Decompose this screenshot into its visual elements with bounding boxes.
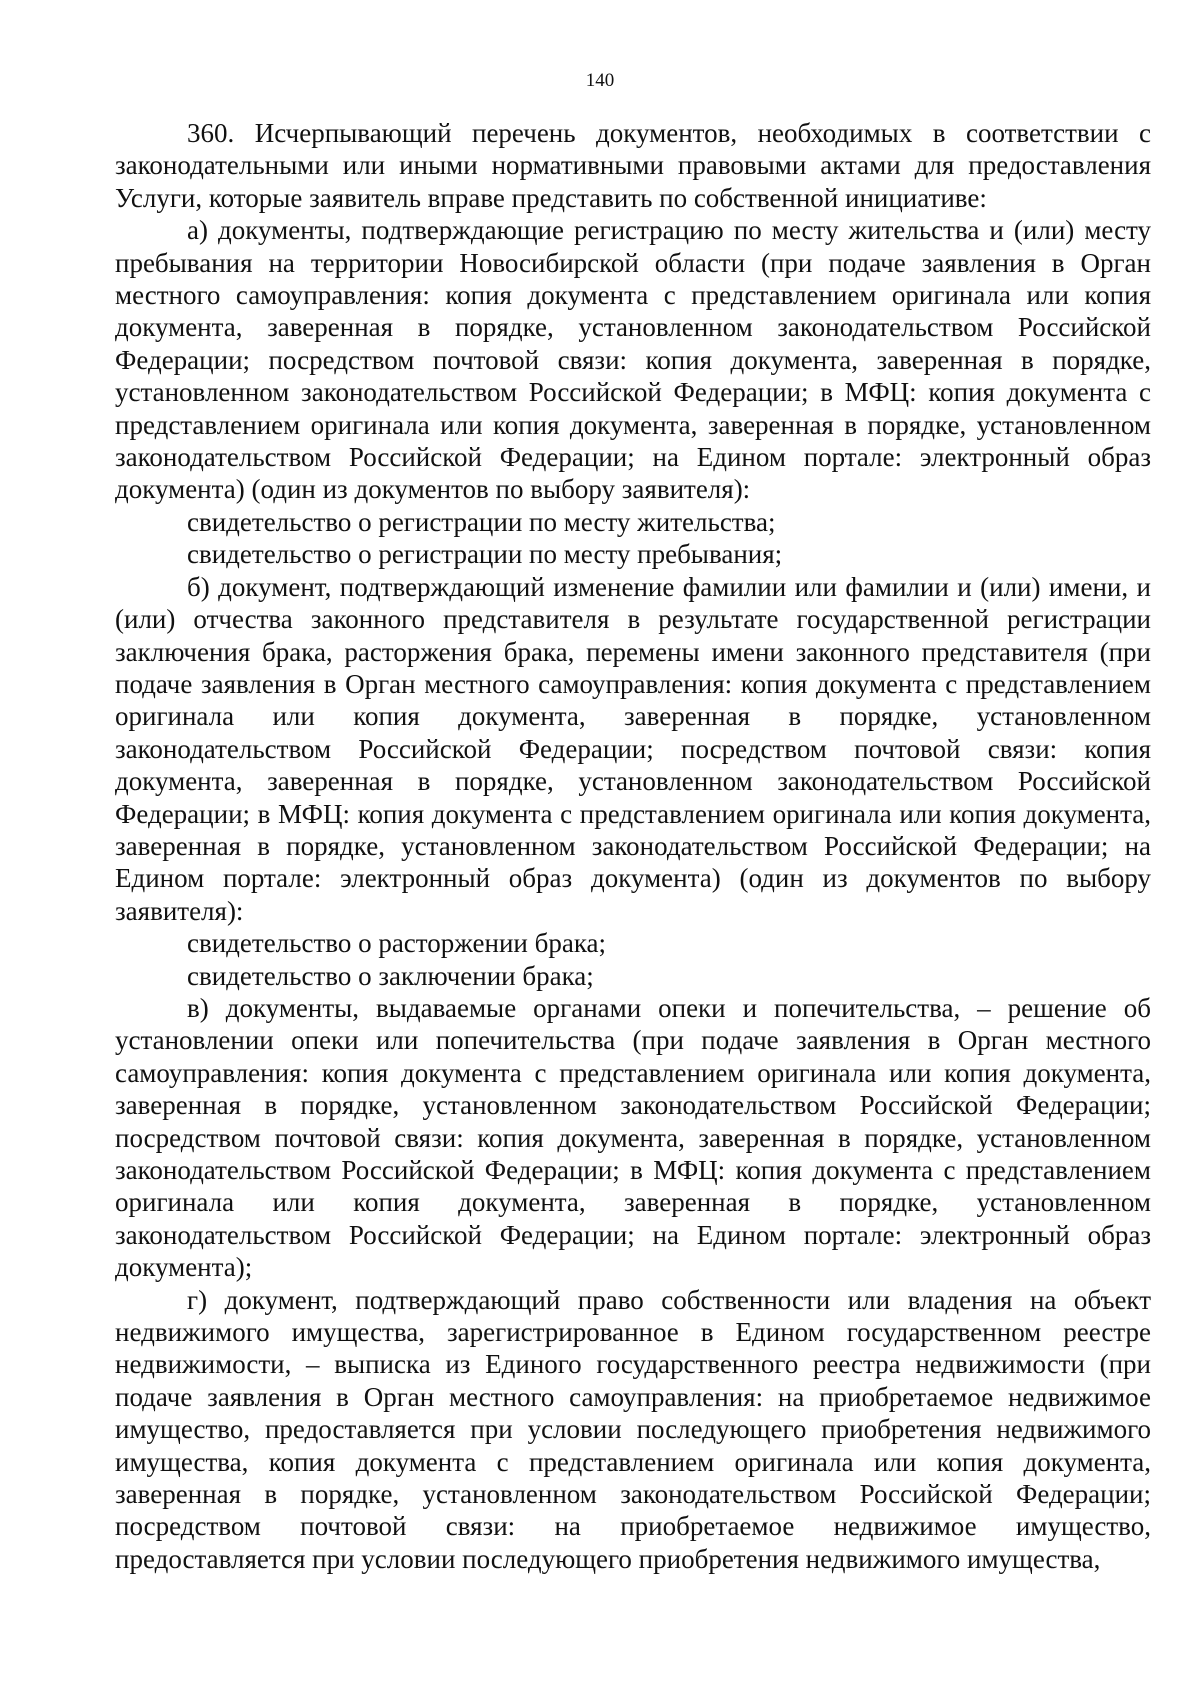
- paragraph-subitem-b: б) документ, подтверждающий изменение фамилии или фамилии и (или) имени, и (или) отчества законного представителя в результате государственной регистрации заключения брака, расторжения брака, перемены имени законного представителя (при подаче заявления в Орган местного самоуправления: копия документа с представлением оригинала или копия документа, заверенная в порядке, установленном законодательством Российской Федерации; посредством почтовой связи: копия документа, заверенная в порядке, установленном законодательством Российской Федерации; в МФЦ: копия документа с представлением оригинала или копия документа, заверенная в порядке, установленном законодательством Российской Федерации; на Едином портале: электронный образ документа) (один из документов по выбору заявителя):: [115, 571, 1151, 926]
- paragraph-list-entry: свидетельство о расторжении брака;: [187, 928, 607, 959]
- paragraph-list-entry: свидетельство о заключении брака;: [187, 960, 594, 991]
- paragraph-list-entry: свидетельство о регистрации по месту пребывания;: [187, 539, 783, 570]
- page-number: 140: [585, 70, 615, 91]
- document-body: [115, 117, 1151, 1575]
- paragraph-list-entry: свидетельство о регистрации по месту жительства;: [187, 506, 776, 537]
- paragraph-item-360: 360. Исчерпывающий перечень документов, необходимых в соответствии с законодательными или иными нормативными правовыми актами для предоставления Услуги, которые заявитель вправе представить по собственной инициативе:: [115, 118, 1151, 213]
- paragraph-subitem-a: а) документы, подтверждающие регистрацию по месту жительства и (или) месту пребывания на территории Новосибирской области (при подаче заявления в Орган местного самоуправления: копия документа с представлением оригинала или копия документа, заверенная в порядке, установленном законодательством Российской Федерации; посредством почтовой связи: копия документа, заверенная в порядке, установленном законодательством Российской Федерации; в МФЦ: копия документа с представлением оригинала или копия документа, заверенная в порядке, установленном законодательством Российской Федерации; на Едином портале: электронный образ документа) (один из документов по выбору заявителя):: [115, 215, 1151, 505]
- paragraph-subitem-g: г) документ, подтверждающий право собственности или владения на объект недвижимого имущества, зарегистрированное в Едином государственном реестре недвижимости, – выписка из Единого государственного реестра недвижимости (при подаче заявления в Орган местного самоуправления: на приобретаемое недвижимое имущество, предоставляется при условии последующего приобретения недвижимого имущества, копия документа с представлением оригинала или копия документа, заверенная в порядке, установленном законодательством Российской Федерации; посредством почтовой связи: на приобретаемое недвижимое имущество, предоставляется при условии последующего приобретения недвижимого имущества,: [115, 1284, 1151, 1574]
- paragraph-subitem-v: в) документы, выдаваемые органами опеки и попечительства, – решение об установлении опеки или попечительства (при подаче заявления в Орган местного самоуправления: копия документа с представлением оригинала или копия документа, заверенная в порядке, установленном законодательством Российской Федерации; посредством почтовой связи: копия документа, заверенная в порядке, установленном законодательством Российской Федерации; в МФЦ: копия документа с представлением оригинала или копия документа, заверенная в порядке, установленном законодательством Российской Федерации; на Едином портале: электронный образ документа);: [115, 992, 1151, 1283]
